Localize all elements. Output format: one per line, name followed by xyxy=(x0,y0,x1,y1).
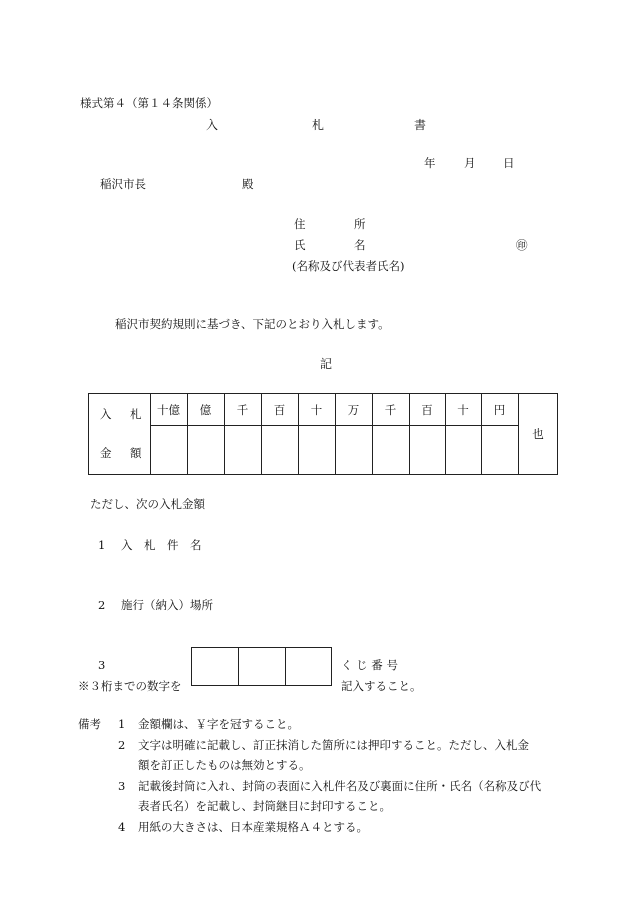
remark-text: 額を訂正したものは無効とする。 xyxy=(138,758,311,772)
item1-number: 1 xyxy=(98,538,106,552)
item3-number: 3 xyxy=(98,658,106,672)
lottery-number-instruction: 記入すること。 xyxy=(341,679,422,693)
remark-text: 金額欄は、￥字を冠すること。 xyxy=(138,717,299,731)
label-gaku: 額 xyxy=(130,446,142,460)
remark-text: 文字は明確に記載し、訂正抹消した箇所には押印すること。ただし、入札金 xyxy=(138,738,529,752)
amount-digit-cell[interactable] xyxy=(372,426,409,474)
label-satsu: 札 xyxy=(130,407,142,421)
item2-label: 施行（納入）場所 xyxy=(121,598,213,612)
seal-mark: ㊞ xyxy=(516,238,528,252)
lottery-number-label: く じ 番 号 xyxy=(341,658,398,672)
name-label-char-1: 氏 xyxy=(294,238,306,252)
unit-header: 十億 xyxy=(157,402,180,417)
remark-text: 記載後封筒に入れ、封筒の表面に入札件名及び裏面に住所・氏名（名称及び代 xyxy=(138,779,542,793)
amount-digit-cell[interactable] xyxy=(481,426,518,474)
amount-digit-cell[interactable] xyxy=(445,426,481,474)
name-label-char-2: 名 xyxy=(354,238,366,252)
title-char-2: 札 xyxy=(312,118,325,132)
lottery-digit-cell[interactable] xyxy=(239,648,285,685)
amount-digit-cell[interactable] xyxy=(409,426,445,474)
amount-digit-cell[interactable] xyxy=(261,426,298,474)
remark-text: 表者氏名）を記載し、封筒継目に封印すること。 xyxy=(138,799,391,813)
amount-digit-cell[interactable] xyxy=(224,426,261,474)
label-nyu: 入 xyxy=(100,407,112,421)
lottery-digit-cell[interactable] xyxy=(192,648,238,685)
unit-header: 十 xyxy=(457,402,469,417)
lottery-digit-cell[interactable] xyxy=(286,648,331,685)
unit-header: 十 xyxy=(310,402,323,417)
title-char-3: 書 xyxy=(414,118,427,132)
remark-text: 用紙の大きさは、日本産業規格Ａ４とする。 xyxy=(138,820,368,834)
remark-number: 1 xyxy=(118,717,126,731)
unit-header: 百 xyxy=(273,402,286,417)
unit-header: 万 xyxy=(347,402,360,417)
unit-header: 千 xyxy=(384,402,397,417)
proviso-text: ただし、次の入札金額 xyxy=(90,497,205,511)
unit-header: 円 xyxy=(493,402,506,417)
intro-text: 稲沢市契約規則に基づき、下記のとおり入札します。 xyxy=(115,317,390,331)
date-month: 月 xyxy=(464,156,476,170)
amount-digit-cell[interactable] xyxy=(150,426,187,474)
date-day: 日 xyxy=(503,156,515,170)
remark-number: 2 xyxy=(118,738,126,752)
date-year: 年 xyxy=(424,156,436,170)
item3-instruction: ※３桁までの数字を xyxy=(78,679,182,693)
title-char-1: 入 xyxy=(206,118,219,132)
name-note: (名称及び代表者氏名) xyxy=(292,259,405,273)
unit-header: 千 xyxy=(236,402,249,417)
item1-char: 入 xyxy=(121,538,133,552)
amount-digit-cell[interactable] xyxy=(298,426,335,474)
address-label-char-1: 住 xyxy=(294,217,306,231)
unit-header: 百 xyxy=(421,402,433,417)
label-kin: 金 xyxy=(100,446,112,460)
amount-suffix: 也 xyxy=(532,427,544,441)
remark-number: 4 xyxy=(118,820,126,834)
unit-header: 億 xyxy=(199,402,212,417)
item1-char: 名 xyxy=(190,538,202,552)
addressee-honorific: 殿 xyxy=(242,177,254,191)
item1-char: 札 xyxy=(144,538,156,552)
remarks-label: 備考 xyxy=(78,717,101,731)
form-number: 様式第４（第１４条関係） xyxy=(80,96,218,110)
addressee-name: 稲沢市長 xyxy=(100,177,146,191)
ki-mark: 記 xyxy=(320,357,333,371)
amount-digit-cell[interactable] xyxy=(187,426,224,474)
item2-number: 2 xyxy=(98,598,106,612)
remark-number: 3 xyxy=(118,779,126,793)
address-label-char-2: 所 xyxy=(354,217,366,231)
item1-char: 件 xyxy=(167,538,179,552)
amount-digit-cell[interactable] xyxy=(335,426,372,474)
